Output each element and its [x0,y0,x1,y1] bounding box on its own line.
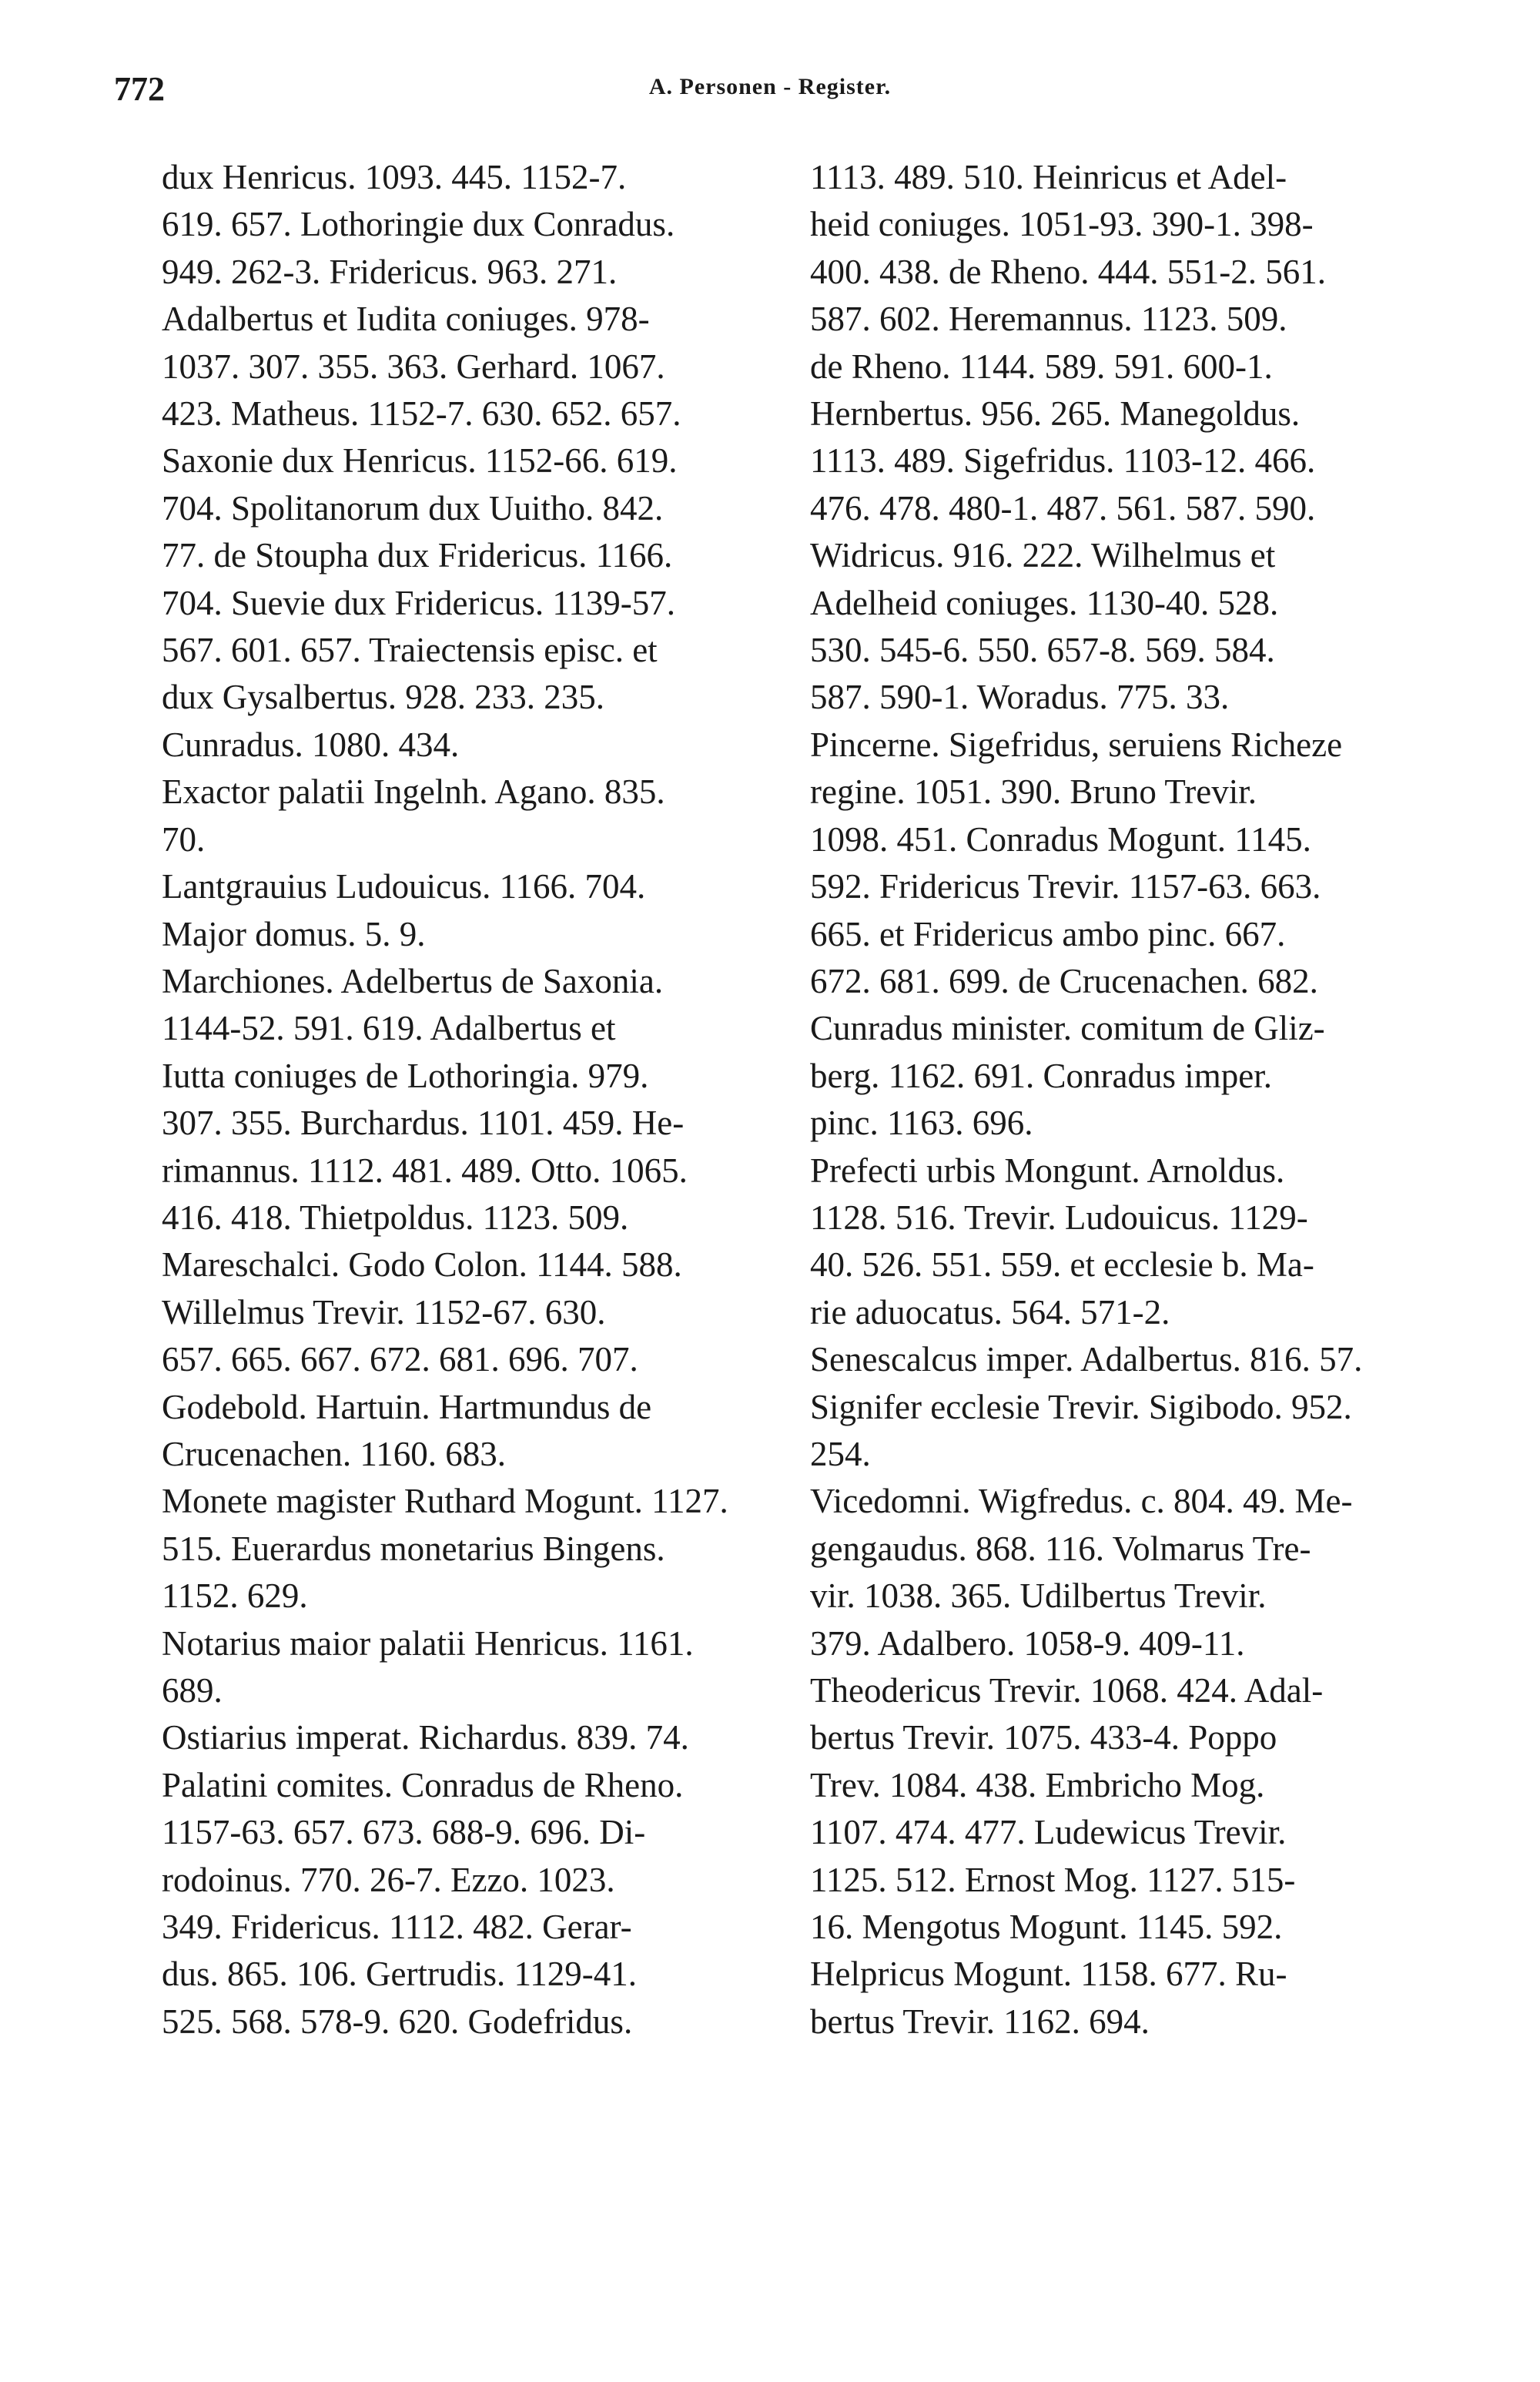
page-header [0,69,1540,116]
index-line: 1125. 512. Ernost Mog. 1127. 515- [810,1860,1296,1899]
index-line: Pincerne. Sigefridus, seruiens Richeze [810,725,1343,764]
index-line: 704. Suevie dux Fridericus. 1139-57. [162,583,676,622]
index-line: Widricus. 916. 222. Wilhelmus et [810,536,1276,575]
index-line: Trev. 1084. 438. Embricho Mog. [810,1765,1265,1804]
index-line: Godebold. Hartuin. Hartmundus de [162,1387,652,1426]
index-line: 307. 355. Burchardus. 1101. 459. He- [162,1104,685,1143]
index-line: bertus Trevir. 1162. 694. [810,2002,1150,2041]
index-line: vir. 1038. 365. Udilbertus Trevir. [810,1576,1267,1616]
index-line: Marchiones. Adelbertus de Saxonia. [162,961,664,1000]
index-line: Cunradus. 1080. 434. [162,725,460,764]
index-line: 400. 438. de Rheno. 444. 551-2. 561. [810,252,1326,291]
index-line: dux Gysalbertus. 928. 233. 235. [162,678,604,717]
index-line: 16. Mengotus Mogunt. 1145. 592. [810,1908,1283,1947]
page-number: 772 [114,70,165,108]
index-line: Helpricus Mogunt. 1158. 677. Ru- [810,1955,1287,1994]
index-line: Saxonie dux Henricus. 1152-66. 619. [162,441,678,481]
index-line: Crucenachen. 1160. 683. [162,1434,506,1473]
index-line: 416. 418. Thietpoldus. 1123. 509. [162,1198,629,1237]
index-line: Exactor palatii Ingelnh. Agano. 835. [162,772,665,812]
index-line: Lantgrauius Ludouicus. 1166. 704. [162,867,646,906]
index-line: bertus Trevir. 1075. 433-4. Poppo [810,1718,1277,1757]
index-line: rodoinus. 770. 26-7. Ezzo. 1023. [162,1860,615,1899]
index-line: Willelmus Trevir. 1152-67. 630. [162,1292,606,1332]
index-line: 1144-52. 591. 619. Adalbertus et [162,1009,616,1048]
index-line: 949. 262-3. Fridericus. 963. 271. [162,252,618,291]
index-line: 1037. 307. 355. 363. Gerhard. 1067. [162,347,665,386]
index-line: 254. [810,1434,871,1473]
index-line: rie aduocatus. 564. 571-2. [810,1292,1170,1332]
index-line: 515. Euerardus monetarius Bingens. [162,1529,665,1568]
index-line: 1098. 451. Conradus Mogunt. 1145. [810,819,1311,859]
index-line: 587. 602. Heremannus. 1123. 509. [810,300,1287,339]
index-line: Adalbertus et Iudita coniuges. 978- [162,300,650,339]
index-line: 1128. 516. Trevir. Ludouicus. 1129- [810,1198,1308,1237]
index-line: Hernbertus. 956. 265. Manegoldus. [810,394,1301,434]
left-column [162,154,778,2045]
index-line: Vicedomni. Wigfredus. c. 804. 49. Me- [810,1482,1353,1521]
index-line: 530. 545-6. 550. 657-8. 569. 584. [810,631,1275,670]
index-line: 587. 590-1. Woradus. 775. 33. [810,678,1230,717]
index-line: 1113. 489. 510. Heinricus et Adel- [810,158,1287,196]
index-line: Palatini comites. Conradus de Rheno. [162,1765,684,1804]
index-line: Theodericus Trevir. 1068. 424. Adal- [810,1671,1324,1710]
index-line: dus. 865. 106. Gertrudis. 1129-41. [162,1955,638,1994]
index-line: 567. 601. 657. Traiectensis episc. et [162,631,658,670]
index-line: heid coniuges. 1051-93. 390-1. 398- [810,205,1314,244]
index-line: 349. Fridericus. 1112. 482. Gerar- [162,1908,632,1947]
index-line: 592. Fridericus Trevir. 1157-63. 663. [810,867,1321,906]
index-line: Prefecti urbis Mongunt. Arnoldus. [810,1151,1285,1190]
index-line: 1152. 629. [162,1576,308,1616]
right-column [810,154,1441,2045]
index-line: rimannus. 1112. 481. 489. Otto. 1065. [162,1151,688,1190]
index-line: 423. Matheus. 1152-7. 630. 652. 657. [162,394,681,434]
index-line: 1157-63. 657. 673. 688-9. 696. Di- [162,1813,646,1852]
index-line: Mareschalci. Godo Colon. 1144. 588. [162,1245,682,1285]
index-line: Monete magister Ruthard Mogunt. 1127. [162,1482,728,1521]
index-line: Signifer ecclesie Trevir. Sigibodo. 952. [810,1387,1352,1426]
index-line: 476. 478. 480-1. 487. 561. 587. 590. [810,488,1316,528]
index-line: berg. 1162. 691. Conradus imper. [810,1056,1272,1095]
index-line: 379. Adalbero. 1058-9. 409-11. [810,1623,1245,1663]
index-line: Adelheid coniuges. 1130-40. 528. [810,583,1279,622]
index-line: 657. 665. 667. 672. 681. 696. 707. [162,1340,638,1379]
index-line: 672. 681. 699. de Crucenachen. 682. [810,961,1318,1000]
index-line: regine. 1051. 390. Bruno Trevir. [810,772,1257,812]
index-line: Cunradus minister. comitum de Gliz- [810,1009,1325,1048]
index-line: Major domus. 5. 9. [162,914,426,953]
index-line: de Rheno. 1144. 589. 591. 600-1. [810,347,1273,386]
index-line: 1107. 474. 477. Ludewicus Trevir. [810,1813,1287,1852]
index-line: 619. 657. Lothoringie dux Conradus. [162,205,675,244]
index-line: 689. [162,1671,223,1710]
index-line: 665. et Fridericus ambo pinc. 667. [810,914,1286,953]
index-line: 77. de Stoupha dux Fridericus. 1166. [162,536,673,575]
index-line: 525. 568. 578-9. 620. Godefridus. [162,2002,633,2041]
index-line: Ostiarius imperat. Richardus. 839. 74. [162,1718,689,1757]
index-line: Senescalcus imper. Adalbertus. 816. 57. [810,1340,1363,1379]
index-line: gengaudus. 868. 116. Volmarus Tre- [810,1529,1311,1568]
running-title: A. Personen - Register. [648,74,892,99]
index-line: 40. 526. 551. 559. et ecclesie b. Ma- [810,1245,1314,1285]
index-line: 1113. 489. Sigefridus. 1103-12. 466. [810,441,1316,481]
index-line: 70. [162,819,206,859]
index-line: Iutta coniuges de Lothoringia. 979. [162,1056,649,1095]
index-line: dux Henricus. 1093. 445. 1152-7. [162,158,627,196]
index-line: pinc. 1163. 696. [810,1104,1033,1143]
index-line: 704. Spolitanorum dux Uuitho. 842. [162,488,664,528]
index-line: Notarius maior palatii Henricus. 1161. [162,1623,694,1663]
